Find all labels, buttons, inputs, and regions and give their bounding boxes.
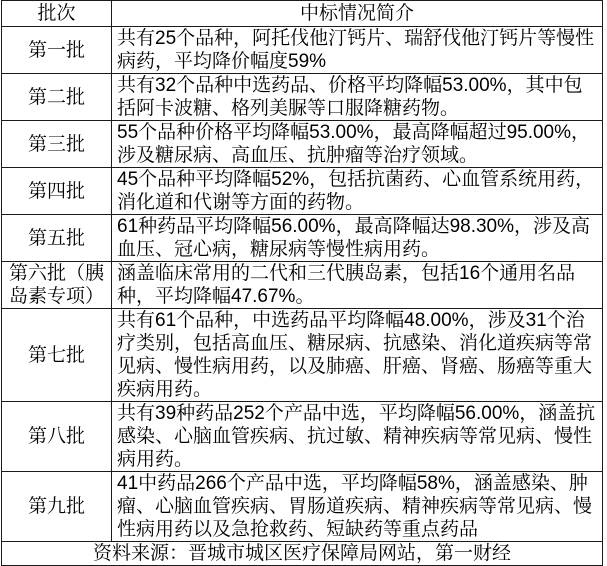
batch-cell: 第二批 [2,74,112,121]
summary-cell: 共有32个品种中选药品、价格平均降幅53.00%，其中包括阿卡波糖、格列美脲等口服降糖药物。 [112,74,603,121]
batch-cell: 第八批 [2,402,112,472]
batch-cell: 第六批（胰岛素专项） [2,262,112,309]
column-header-batch: 批次 [2,1,112,27]
source-note: 资料来源：晋城市城区医疗保障局网站，第一财经 [2,542,603,566]
table-row [2,402,603,472]
table-row [2,262,603,309]
batch-cell: 第七批 [2,309,112,402]
batch-cell: 第一批 [2,27,112,74]
summary-cell: 55个品种价格平均降幅53.00%，最高降幅超过95.00%，涉及糖尿病、高血压、抗肿瘤等治疗领域。 [112,121,603,168]
footer-row [2,542,603,566]
table-row [2,215,603,262]
summary-cell: 41中药品266个产品中选，平均降幅58%，涵盖感染、肿瘤、心脑血管疾病、胃肠道疾病、精神疾病等常见病、慢性病用药以及急抢救药、短缺药等重点药品 [112,472,603,542]
header-row [2,1,603,27]
table-row [2,121,603,168]
table-row [2,74,603,121]
table-head [2,1,603,27]
table-row [2,309,603,402]
batch-cell: 第五批 [2,215,112,262]
column-header-summary: 中标情况简介 [112,1,603,27]
table-row [2,472,603,542]
summary-cell: 共有25个品种，阿托伐他汀钙片、瑞舒伐他汀钙片等慢性病药，平均降价幅度59% [112,27,603,74]
table-body [2,27,603,542]
table-foot [2,542,603,566]
summary-cell: 共有61个品种，中选药品平均降幅48.00%，涉及31个治疗类别，包括高血压、糖尿病、抗感染、消化道疾病等常见病、慢性病用药，以及肺癌、肝癌、肾癌、肠癌等重大疾病用药。 [112,309,603,402]
batch-cell: 第九批 [2,472,112,542]
batch-cell: 第四批 [2,168,112,215]
table-row [2,27,603,74]
summary-cell: 涵盖临床常用的二代和三代胰岛素，包括16个通用名品种，平均降幅47.67%。 [112,262,603,309]
procurement-batches-table [1,0,603,566]
table-row [2,168,603,215]
summary-cell: 45个品种平均降幅52%，包括抗菌药、心血管系统用药，消化道和代谢等方面的药物。 [112,168,603,215]
summary-cell: 61种药品平均降幅56.00%，最高降幅达98.30%，涉及高血压、冠心病，糖尿病等慢性病用药。 [112,215,603,262]
batch-cell: 第三批 [2,121,112,168]
summary-cell: 共有39种药品252个产品中选，平均降幅56.00%，涵盖抗感染、心脑血管疾病、抗过敏、精神疾病等常见病、慢性病用药。 [112,402,603,472]
